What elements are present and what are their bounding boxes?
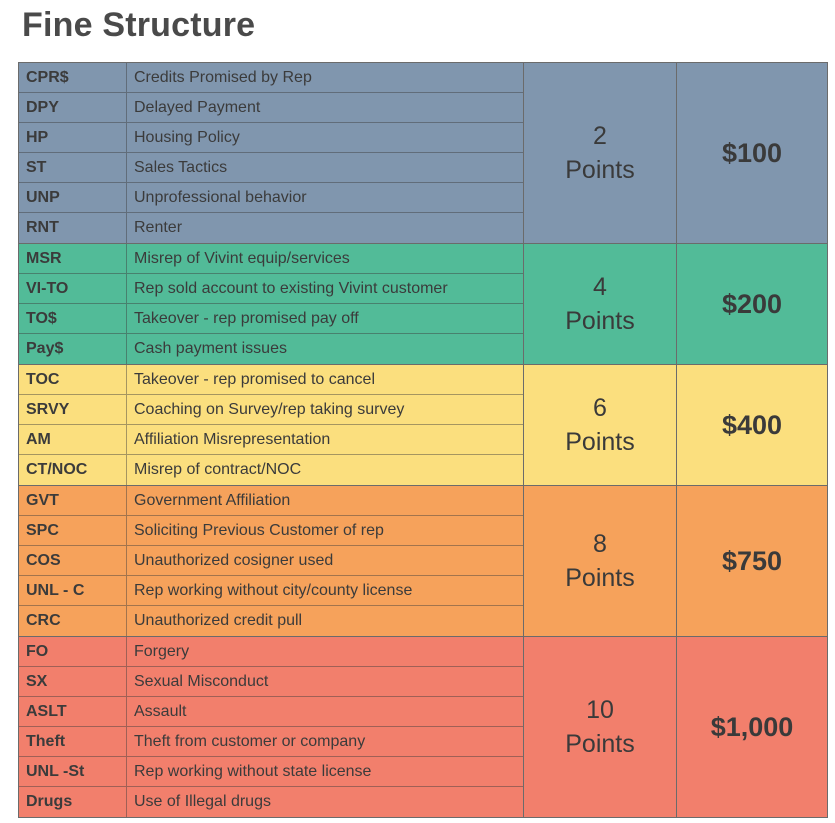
violation-row [19,516,523,546]
violation-row [19,244,523,274]
violation-row [19,63,523,93]
violation-list [19,637,524,817]
violation-list [19,63,524,243]
violation-description: Rep sold account to existing Vivint customer [134,279,448,297]
violation-description: Misrep of contract/NOC [134,461,302,478]
violation-row [19,213,523,243]
violation-code: FO [19,637,127,666]
violation-description: Credits Promised by Rep [134,68,312,86]
violation-description: Rep working without state license [134,762,372,780]
violation-row [19,304,523,334]
violation-code: DPY [19,93,127,122]
violation-description: Housing Policy [134,128,240,146]
points-cell [524,244,677,364]
violation-code: UNL -St [19,757,127,786]
violation-description: Government Affiliation [134,491,291,509]
points-label: Points [565,564,635,592]
violation-description: Rep working without city/county license [134,581,413,599]
violation-code: MSR [19,244,127,273]
points-label: Points [565,730,635,758]
violation-row [19,576,523,606]
violation-row [19,606,523,636]
points-number: 6 [593,394,607,422]
violation-code: Drugs [19,787,127,817]
violation-code: COS [19,546,127,575]
violation-code: HP [19,123,127,152]
violation-code: ST [19,153,127,182]
points-number: 4 [593,273,607,301]
violation-description: Takeover - rep promised to cancel [134,370,375,388]
violation-description: Affiliation Misrepresentation [134,430,331,448]
points-number: 10 [586,696,614,724]
violation-code: Theft [19,727,127,756]
points-number: 8 [593,530,607,558]
points-cell [524,365,677,485]
fine-amount: $100 [721,137,783,168]
violation-code: CT/NOC [19,455,127,485]
violation-row [19,183,523,213]
fine-tier [19,365,827,486]
violation-description: Sexual Misconduct [134,672,269,690]
violation-description: Renter [134,219,183,236]
fine-tier [19,486,827,637]
violation-row [19,425,523,455]
violation-row [19,274,523,304]
violation-row [19,486,523,516]
violation-description: Soliciting Previous Customer of rep [134,521,384,539]
violation-row [19,787,523,817]
violation-code: ASLT [19,697,127,726]
violation-code: SPC [19,516,127,545]
violation-code: CRC [19,606,127,636]
violation-row [19,123,523,153]
violation-row [19,697,523,727]
violation-code: RNT [19,213,127,243]
violation-row [19,334,523,364]
fine-tier [19,637,827,817]
violation-code: AM [19,425,127,454]
violation-row [19,365,523,395]
violation-code: UNP [19,183,127,212]
violation-code: SRVY [19,395,127,424]
fine-structure-table [18,62,828,818]
violation-code: GVT [19,486,127,515]
violation-description: Use of Illegal drugs [134,793,271,810]
violation-description: Unprofessional behavior [134,188,307,206]
points-label: Points [565,307,635,335]
fine-amount: $400 [721,409,783,440]
violation-list [19,486,524,636]
violation-code: TO$ [19,304,127,333]
violation-row [19,395,523,425]
points-cell [524,63,677,243]
fine-tier [19,244,827,365]
violation-code: UNL - C [19,576,127,605]
violation-row [19,727,523,757]
violation-row [19,153,523,183]
violation-row [19,637,523,667]
violation-row [19,93,523,123]
points-cell [524,486,677,636]
violation-description: Takeover - rep promised pay off [134,309,359,327]
violation-description: Assault [134,702,187,720]
fine-amount: $200 [721,288,783,319]
violation-code: VI-TO [19,274,127,303]
fine-tier [19,63,827,244]
violation-list [19,244,524,364]
violation-code: TOC [19,365,127,394]
violation-code: SX [19,667,127,696]
violation-row [19,667,523,697]
page-title: Fine Structure [22,6,256,44]
points-label: Points [565,428,635,456]
violation-description: Sales Tactics [134,158,228,176]
violation-row [19,455,523,485]
fine-amount: $750 [721,545,783,576]
points-label: Points [565,156,635,184]
violation-description: Delayed Payment [134,98,261,116]
violation-code: Pay$ [19,334,127,364]
fine-amount: $1,000 [710,711,794,742]
violation-description: Cash payment issues [134,340,287,357]
violation-row [19,757,523,787]
violation-description: Coaching on Survey/rep taking survey [134,400,405,418]
violation-description: Theft from customer or company [134,732,366,750]
violation-description: Forgery [134,642,190,660]
violation-code: CPR$ [19,63,127,92]
points-number: 2 [593,122,607,150]
violation-description: Misrep of Vivint equip/services [134,249,350,267]
points-cell [524,637,677,817]
violation-list [19,365,524,485]
violation-description: Unauthorized cosigner used [134,551,334,569]
violation-description: Unauthorized credit pull [134,612,303,629]
violation-row [19,546,523,576]
